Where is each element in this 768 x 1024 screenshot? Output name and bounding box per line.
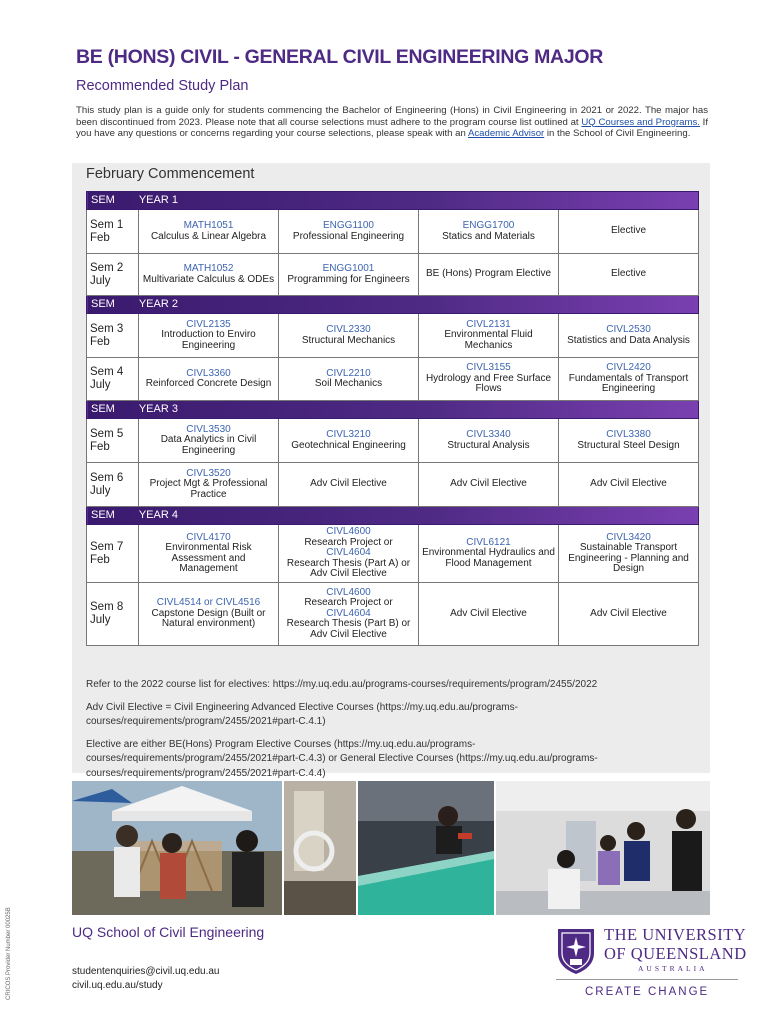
semester-row (87, 358, 699, 401)
course-cell (559, 210, 699, 254)
course-name: Research Project or (304, 536, 393, 548)
course-code-link[interactable]: CIVL4600 (326, 526, 371, 538)
plan-heading: February Commencement (86, 166, 255, 182)
semester-number: Sem 4 (90, 366, 124, 378)
course-name: Adv Civil Elective (590, 607, 667, 619)
course-cell (139, 314, 279, 358)
photo-lab-students (496, 781, 710, 915)
course-cell (279, 463, 419, 507)
course-name: Project Mgt & Professional Practice (149, 478, 268, 500)
course-code-link[interactable]: CIVL6121 (466, 536, 511, 548)
course-cell (419, 254, 559, 296)
course-name: Professional Engineering (292, 230, 405, 242)
semester-number: Sem 1 (90, 218, 124, 231)
year-header-row (87, 192, 699, 210)
course-code-link[interactable]: CIVL2330 (326, 324, 371, 335)
semester-period: July (90, 379, 111, 391)
course-cell (419, 314, 559, 358)
course-code-link[interactable]: CIVL4604 (326, 607, 371, 619)
course-code-link[interactable]: CIVL3380 (606, 429, 651, 440)
course-cell (279, 358, 419, 401)
semester-row (87, 254, 699, 296)
uq-courses-link[interactable]: UQ Courses and Programs. (581, 116, 700, 128)
semester-label-cell (87, 314, 139, 358)
uq-logo (556, 925, 746, 975)
course-code-link[interactable]: MATH1052 (183, 263, 234, 274)
photo-water-flume (358, 781, 494, 915)
year-header-cell (87, 192, 699, 210)
semester-period: July (90, 614, 111, 626)
course-code-link[interactable]: ENGG1100 (323, 220, 374, 231)
course-name: Capstone Design (Built or Natural environment) (151, 607, 266, 630)
course-cell (279, 254, 419, 296)
note-electives-list: Refer to the 2022 course list for electives: https://my.uq.edu.au/programs-courses/requirements/program/2455/2022 (86, 679, 598, 690)
course-cell (279, 525, 419, 583)
course-name: Research Thesis (Part B) or Adv Civil Elective (286, 618, 411, 640)
course-name: Statics and Materials (442, 230, 535, 242)
semester-number: Sem 7 (90, 540, 124, 553)
course-code-link[interactable]: MATH1051 (183, 220, 234, 231)
course-name: Statistics and Data Analysis (567, 334, 690, 346)
course-cell (419, 463, 559, 507)
year-label: YEAR 2 (138, 298, 178, 311)
course-cell (559, 525, 699, 583)
course-name: Environmental Fluid Mechanics (444, 329, 533, 351)
course-cell (559, 583, 699, 646)
semester-row (87, 314, 699, 358)
year-label: YEAR 1 (138, 194, 178, 207)
study-plan-table (86, 191, 699, 646)
uq-logo-line1: THE UNIVERSITY (604, 925, 747, 944)
course-name: Introduction to Enviro Engineering (161, 329, 256, 351)
course-name: Multivariate Calculus & ODEs (142, 273, 275, 285)
semester-row (87, 583, 699, 646)
document-title: BE (HONS) CIVIL - GENERAL CIVIL ENGINEERING MAJOR (76, 46, 604, 68)
course-cell (279, 210, 419, 254)
sem-column-label: SEM (91, 298, 115, 311)
course-cell (419, 525, 559, 583)
semester-period: Feb (90, 335, 110, 348)
course-name: Structural Steel Design (577, 439, 680, 451)
contact-website[interactable]: civil.uq.edu.au/study (72, 979, 163, 991)
course-code-link[interactable]: CIVL4170 (186, 531, 231, 543)
school-name: UQ School of Civil Engineering (72, 924, 265, 940)
course-name: Elective (611, 268, 647, 280)
semester-row (87, 210, 699, 254)
year-header-cell (87, 296, 699, 314)
year-label: YEAR 4 (138, 509, 178, 522)
course-cell (139, 210, 279, 254)
course-name: Structural Mechanics (301, 334, 396, 346)
semester-number: Sem 8 (90, 601, 124, 613)
contact-details (72, 965, 219, 992)
course-name: Environmental Risk Assessment and Management (165, 542, 252, 574)
course-code-link[interactable]: CIVL2210 (326, 367, 371, 379)
year-header-cell (87, 507, 699, 525)
course-cell (279, 314, 419, 358)
course-name: Adv Civil Elective (450, 478, 527, 490)
course-name: Adv Civil Elective (590, 478, 667, 490)
semester-label-cell (87, 583, 139, 646)
semester-number: Sem 3 (90, 322, 124, 335)
year-header-cell (87, 401, 699, 419)
semester-number: Sem 5 (90, 427, 124, 440)
course-code-link[interactable]: CIVL3360 (186, 367, 231, 379)
uq-logo-line3: AUSTRALIA (638, 964, 708, 973)
course-name: Hydrology and Free Surface Flows (425, 372, 552, 395)
course-name: BE (Hons) Program Elective (425, 268, 552, 280)
course-code-link[interactable]: CIVL2135 (186, 318, 231, 330)
course-cell (419, 583, 559, 646)
year-header-row (87, 401, 699, 419)
course-cell (139, 583, 279, 646)
notes-section (86, 678, 686, 789)
intro-text-2: If you have any questions or concerns regarding your course selections, please speak with an (76, 116, 709, 139)
logo-divider (556, 979, 738, 980)
course-name: Adv Civil Elective (450, 607, 527, 619)
course-code-link[interactable]: CIVL4514 or CIVL4516 (156, 597, 261, 609)
photo-lab-equipment (284, 781, 356, 915)
course-name: Calculus & Linear Algebra (150, 230, 267, 242)
semester-period: Feb (90, 231, 110, 244)
semester-label-cell (87, 525, 139, 583)
semester-number: Sem 6 (90, 471, 124, 484)
semester-label-cell (87, 463, 139, 507)
course-cell (139, 463, 279, 507)
course-cell (139, 358, 279, 401)
course-cell (419, 358, 559, 401)
uq-logo-line2: OF QUEENSLAND (604, 944, 747, 963)
course-code-link[interactable]: CIVL2420 (606, 362, 651, 374)
semester-row (87, 419, 699, 463)
course-name: Fundamentals of Transport Engineering (568, 372, 689, 395)
sem-column-label: SEM (91, 403, 115, 416)
note-adv-civil-elective: Adv Civil Elective = Civil Engineering Advanced Elective Courses (https://my.uq.edu.au/programs-courses/requirements/program/2455/2021#part-C.4.1) (86, 701, 518, 727)
course-code-link[interactable]: CIVL3155 (466, 362, 511, 374)
tagline: CREATE CHANGE (585, 986, 710, 998)
course-cell (139, 419, 279, 463)
year-label: YEAR 3 (138, 403, 178, 416)
course-name: Soil Mechanics (314, 378, 383, 389)
cricos-number: CRICOS Provider Number 00025B (6, 907, 12, 1000)
semester-row (87, 525, 699, 583)
course-code-link[interactable]: CIVL3340 (466, 429, 511, 440)
course-name: Environmental Hydraulics and Flood Management (422, 547, 555, 569)
course-name: Research Thesis (Part A) or Adv Civil Elective (286, 557, 411, 580)
course-code-link[interactable]: ENGG1001 (322, 263, 375, 274)
semester-period: Feb (90, 553, 110, 566)
document-subtitle: Recommended Study Plan (76, 78, 249, 94)
course-cell (419, 419, 559, 463)
course-name: Geotechnical Engineering (291, 439, 406, 451)
course-name: Research Project or (304, 597, 393, 609)
course-code-link[interactable]: CIVL2530 (606, 324, 651, 335)
course-cell (419, 210, 559, 254)
sem-column-label: SEM (91, 194, 115, 207)
semester-period: Feb (90, 440, 110, 453)
course-cell (559, 314, 699, 358)
photo-outdoor-model-build (72, 781, 282, 915)
year-header-row (87, 296, 699, 314)
course-cell (139, 525, 279, 583)
course-name: Elective (611, 225, 647, 237)
course-name: Reinforced Concrete Design (145, 378, 272, 389)
course-cell (279, 419, 419, 463)
course-code-link[interactable]: CIVL3420 (606, 531, 651, 543)
photo-strip (72, 781, 710, 915)
course-cell (559, 419, 699, 463)
course-name: Sustainable Transport Engineering - Planning and Design (568, 542, 689, 574)
semester-period: July (90, 484, 111, 497)
course-name: Adv Civil Elective (310, 478, 387, 490)
semester-label-cell (87, 254, 139, 296)
course-code-link[interactable]: CIVL2131 (466, 318, 511, 330)
study-plan-body (87, 192, 699, 646)
course-cell (559, 358, 699, 401)
sem-column-label: SEM (91, 509, 115, 522)
semester-label-cell (87, 419, 139, 463)
course-cell (139, 254, 279, 296)
course-cell (559, 463, 699, 507)
course-code-link[interactable]: CIVL3520 (186, 467, 231, 479)
course-code-link[interactable]: CIVL3530 (186, 423, 231, 435)
semester-row (87, 463, 699, 507)
course-name: Structural Analysis (447, 439, 530, 451)
contact-email[interactable]: studentenquiries@civil.uq.edu.au (72, 966, 220, 977)
course-cell (559, 254, 699, 296)
semester-label-cell (87, 210, 139, 254)
uq-crest-icon (556, 927, 596, 975)
intro-text-3: in the School of Civil Engineering. (544, 128, 691, 139)
course-code-link[interactable]: CIVL3210 (326, 429, 371, 440)
intro-paragraph (76, 105, 708, 140)
year-header-row (87, 507, 699, 525)
course-cell (279, 583, 419, 646)
intro-text-1: This study plan is a guide only for students commencing the Bachelor of Engineering (Hons) in Civil Engineering in 2021 or 2022. The major has been discontinued from 2023. Please note that all course selections must adhere to the program course list outlined at (76, 105, 708, 128)
semester-label-cell (87, 358, 139, 401)
course-name: Programming for Engineers (287, 273, 410, 285)
semester-number: Sem 2 (90, 261, 124, 274)
course-name: Data Analytics in Civil Engineering (160, 434, 257, 456)
course-code-link[interactable]: CIVL4604 (326, 547, 371, 559)
course-code-link[interactable]: CIVL4600 (326, 586, 371, 598)
semester-period: July (90, 274, 111, 287)
academic-advisor-link[interactable]: Academic Advisor (467, 128, 545, 139)
course-code-link[interactable]: ENGG1700 (462, 220, 515, 231)
note-elective-types: Elective are either BE(Hons) Program Elective Courses (https://my.uq.edu.au/programs-courses/requirements/program/2455/2021#part-C.4.3) or General Elective Courses (https://my.uq.edu.au/programs-courses/requirements/program/2455/2021#part-C.4.4) (86, 738, 598, 779)
